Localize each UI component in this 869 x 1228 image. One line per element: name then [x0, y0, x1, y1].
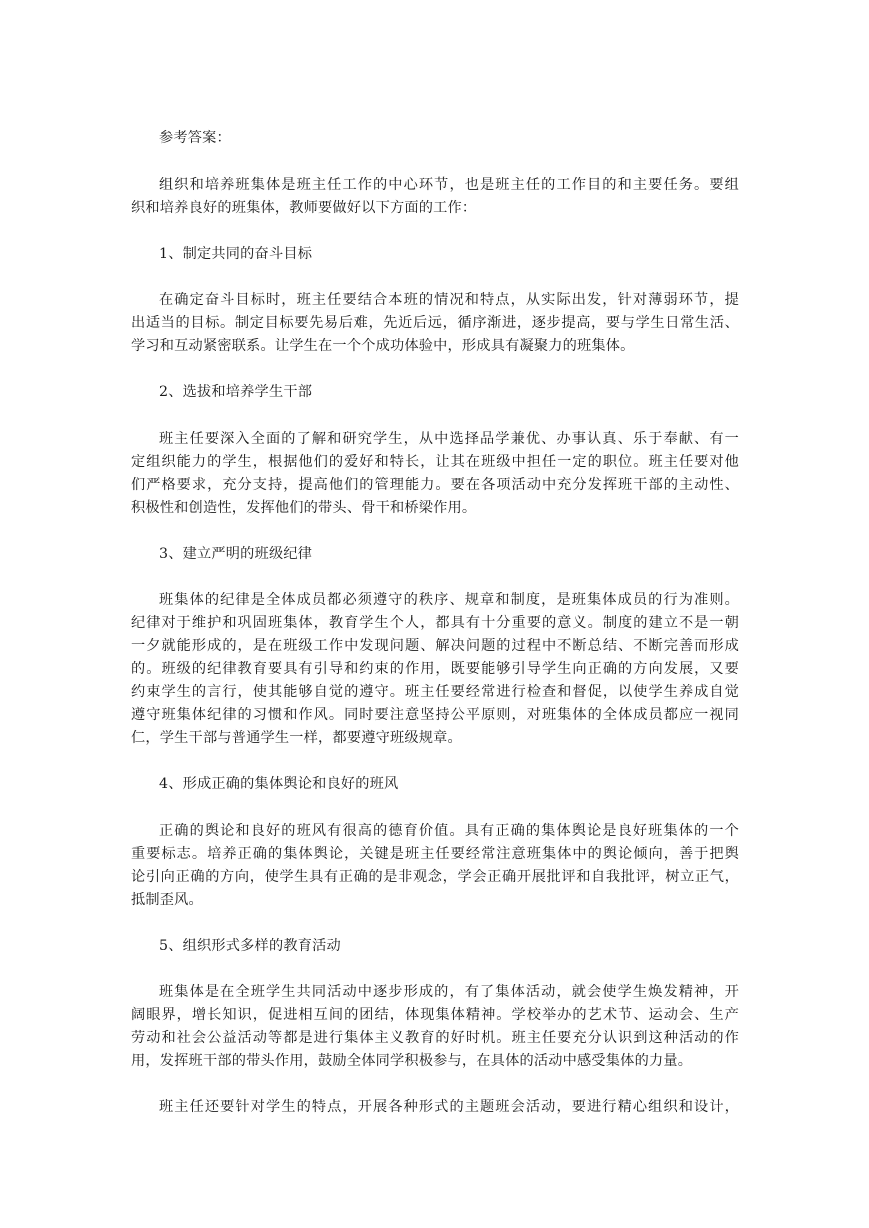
closing-line-1: 班主任还要针对学生的特点，开展各种形式的主题班会活动，要进行精心组织和设计，: [159, 1099, 739, 1115]
answer-heading: 参考答案：: [159, 130, 231, 146]
section-4-line-1: 正确的舆论和良好的班风有很高的德育价值。具有正确的集体舆论是良好班集体的一个: [159, 823, 739, 839]
section-2-line-2: 定组织能力的学生，根据他们的爱好和特长，让其在班级中担任一定的职位。班主任要对他: [131, 454, 739, 470]
section-3-line-5: 约束学生的言行，使其能够自觉的遵守。班主任要经常进行检查和督促，以使学生养成自觉: [131, 684, 739, 700]
section-3-line-2: 纪律对于维护和巩固班集体，教育学生个人，都具有十分重要的意义。制度的建立不是一朝: [131, 615, 739, 631]
section-1-heading: 1、制定共同的奋斗目标: [159, 246, 313, 262]
intro-line-2: 织和培养良好的班集体，教师要做好以下方面的工作：: [131, 200, 477, 216]
intro-line-1: 组织和培养班集体是班主任工作的中心环节，也是班主任的工作目的和主要任务。要组: [159, 177, 739, 193]
section-1-line-3: 学习和互动紧密联系。让学生在一个个成功体验中，形成具有凝聚力的班集体。: [131, 338, 635, 354]
section-4-heading: 4、形成正确的集体舆论和良好的班风: [159, 776, 399, 792]
section-3-line-1: 班集体的纪律是全体成员都必须遵守的秩序、规章和制度，是班集体成员的行为准则。: [159, 592, 739, 608]
section-1-line-2: 出适当的目标。制定目标要先易后难，先近后远，循序渐进，逐步提高，要与学生日常生活、: [131, 315, 739, 331]
section-5-heading: 5、组织形式多样的教育活动: [159, 938, 341, 954]
section-2-heading: 2、选拔和培养学生干部: [159, 384, 313, 400]
section-2-line-4: 积极性和创造性，发挥他们的带头、骨干和桥梁作用。: [131, 500, 477, 516]
section-2-line-1: 班主任要深入全面的了解和研究学生，从中选择品学兼优、办事认真、乐于奉献、有一: [159, 431, 739, 447]
section-3-line-7: 仁，学生干部与普通学生一样，都要遵守班级规章。: [131, 730, 462, 746]
section-1-line-1: 在确定奋斗目标时，班主任要结合本班的情况和特点，从实际出发，针对薄弱环节，提: [159, 292, 739, 308]
section-3-line-4: 的。班级的纪律教育要具有引导和约束的作用，既要能够引导学生向正确的方向发展，又要: [131, 661, 739, 677]
section-4-line-4: 抵制歪风。: [131, 892, 203, 908]
section-5-line-1: 班集体是在全班学生共同活动中逐步形成的，有了集体活动，就会使学生焕发精神，开: [159, 984, 739, 1000]
section-5-line-2: 阔眼界，增长知识，促进相互间的团结，体现集体精神。学校举办的艺术节、运动会、生产: [131, 1007, 739, 1023]
section-3-line-6: 遵守班集体纪律的习惯和作风。同时要注意坚持公平原则，对班集体的全体成员都应一视同: [131, 707, 739, 723]
section-5-line-3: 劳动和社会公益活动等都是进行集体主义教育的好时机。班主任要充分认识到这种活动的作: [131, 1030, 739, 1046]
section-3-line-3: 一夕就能形成的，是在班级工作中发现问题、解决问题的过程中不断总结、不断完善而形成: [131, 638, 739, 654]
section-4-line-3: 论引向正确的方向，使学生具有正确的是非观念，学会正确开展批评和自我批评，树立正气，: [131, 869, 739, 885]
section-2-line-3: 们严格要求，充分支持，提高他们的管理能力。要在各项活动中充分发挥班干部的主动性、: [131, 477, 739, 493]
section-3-heading: 3、建立严明的班级纪律: [159, 546, 313, 562]
section-5-line-4: 用，发挥班干部的带头作用，鼓励全体同学积极参与，在具体的活动中感受集体的力量。: [131, 1053, 693, 1069]
section-4-line-2: 重要标志。培养正确的集体舆论，关键是班主任要经常注意班集体中的舆论倾向，善于把舆: [131, 846, 739, 862]
